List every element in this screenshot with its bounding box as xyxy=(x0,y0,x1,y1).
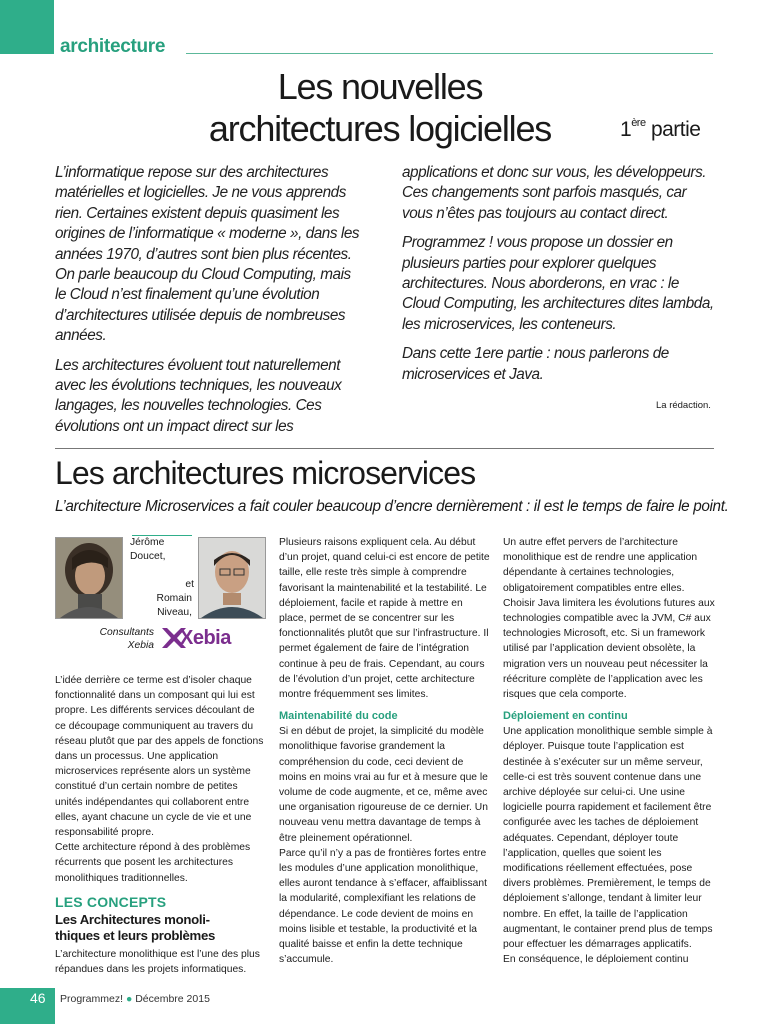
body-paragraph: L’architecture monolithique est l’une des plus répandues dans les projets informatiques. xyxy=(55,949,260,976)
column-3 xyxy=(503,535,715,967)
author-role: Consultants Xebia xyxy=(99,627,154,651)
column-1-continued xyxy=(55,947,267,977)
author-block xyxy=(124,535,194,620)
intro-paragraph: Les architectures évoluent tout naturellement avec les évolutions techniques, les nouveaux langages, les nouvelles technologies. Ces évolutions ont un impact direct sur les xyxy=(55,356,342,435)
magazine-name: Programmez! xyxy=(60,993,124,1005)
intro-paragraph: applications et donc sur vous, les développeurs. Ces changements sont parfois masqués, car vous n’êtes pas toujours au contact direct. xyxy=(402,164,707,222)
article-subtitle: L’architecture Microservices a fait couler beaucoup d’encre dernièrement : il est le temps de faire le point. xyxy=(55,498,729,515)
part-superscript: ère xyxy=(631,117,646,129)
column-1 xyxy=(55,673,267,886)
column-2 xyxy=(279,535,491,967)
body-paragraph: Un autre effet pervers de l’architecture monolithique est de rendre une application dépendante à certaines technologies, obligatoirement compatibles entre elles. Choisir Java limitera les évolutions futures aux technologies compatible avec la JVM, C# aux technologies Microsoft, etc. Si un framework utilisé par l’application devient obsolète, la migration vers un nouveau peut nécessiter la réécriture complète de l’application avec les risques que cela comporte. xyxy=(503,537,715,701)
intro-left-column xyxy=(55,163,365,446)
body-paragraph: Parce qu’il n’y a pas de frontières fortes entre les modules d’une application monolithique, elles auront tendance à s’effacer, affaiblissant la modularité, complexifiant les relations de dépendance. Le code devient de moins en moins lisible et testable, la productivité et la qualité baisse et enfin la dette technique s’accumule. xyxy=(279,847,487,966)
divider xyxy=(55,448,714,449)
footer-accent xyxy=(0,988,55,1024)
portrait-icon xyxy=(199,538,265,618)
body-paragraph: En conséquence, le déploiement continu xyxy=(503,954,689,966)
author-1-name: Jérôme Doucet, xyxy=(130,537,166,562)
part-number: 1 xyxy=(620,118,632,141)
body-paragraph: Plusieurs raisons expliquent cela. Au début d’un projet, quand celui-ci est encore de petite taille, elle reste très simple à comprendre favorisant la maintenabilité et la testabilité. Le déploiement, facile et rapide à mettre en place, permet de se concentrer sur les fonctionnalités plutôt que sur l’infrastructure. Il permet également de faire de l’intégration continue à peu de frais. Cependant, au cours de l’évolution d’un projet, cette architecture montre fréquemment ses limites. xyxy=(279,537,490,701)
author-2-name: Romain Niveau, xyxy=(156,593,192,618)
body-paragraph: L’idée derrière ce terme est d’isoler chaque fonctionnalité dans un composant qui lui est propre. Les différents services découlant de ce découpage communiquent au travers du réseau plutôt que par des appels de fonctions dans un processus. Une application microservices représente alors un système constitué d’un certain nombre de petites unités indépendantes qui collaborent entre elles, ayant chacune un cycle de vie et une responsabilité propre. xyxy=(55,675,264,839)
title-line-1: Les nouvelles xyxy=(277,66,483,107)
section-heading: Maintenabilité du code xyxy=(279,710,398,723)
author-conjunction: et xyxy=(185,579,194,590)
body-paragraph: Une application monolithique semble simple à déployer. Puisque toute l’application est destinée à s’exécuter sur un même serveur, celle-ci est très souvent contenue dans une archive déployée sur celui-ci. Une usine logicielle pourra rapidement et facilement être configurée avec les taches de déploiement adéquates. Cependant, déployer toute l’application, quelles que soient les modifications réellement effectuées, pose divers problèmes. Premièrement, le temps de déploiement s’allonge, tendant à limiter leur nombre. En effet, la taille de l’application augmentant, le container prend plus de temps pour effectuer les démarrages applicatifs. xyxy=(503,726,713,951)
footer-text xyxy=(60,993,210,1005)
xebia-logo xyxy=(160,624,231,657)
issue-date: Décembre 2015 xyxy=(135,993,210,1005)
concepts-heading: LES CONCEPTS xyxy=(55,894,167,910)
intro-closing-text: Dans cette 1ere partie : nous parlerons de microservices et Java. xyxy=(402,345,669,383)
page-title xyxy=(120,66,640,150)
corner-accent xyxy=(0,0,54,54)
intro-paragraph: L’informatique repose sur des architectures matérielles et logicielles. Je ne vous apprends rien. Certaines existent depuis quasiment les origines de l’informatique « moderne », dans les années 1970, d’autres sont bien plus récentes. On parle beaucoup du Cloud Computing, mais le Cloud n’est finalement qu’une évolution d’architectures utilisée depuis de nombreuses années. xyxy=(55,164,360,345)
xebia-logo-text: Xebia xyxy=(180,627,231,649)
author-photo-2 xyxy=(198,537,266,619)
concepts-subheading: Les Architectures monoli- thiques et leurs problèmes xyxy=(55,912,216,943)
intro-paragraph xyxy=(402,344,714,385)
part-word: partie xyxy=(650,118,701,141)
body-paragraph: Si en début de projet, la simplicité du modèle monolithique favorise grandement la compréhension du code, ceci devient de moins en moins vrai au fur et à mesure que le volume de code augmente, et ce, même avec une organisation rigoureuse de ce dernier. Un nouveau venu mettra davantage de temps à être pleinement opérationnel. xyxy=(279,726,488,844)
article-title: Les architectures microservices xyxy=(55,455,476,491)
page-number: 46 xyxy=(30,990,46,1006)
bullet-icon: ● xyxy=(125,993,133,1005)
body-paragraph: Cette architecture répond à des problèmes récurrents que posent les architectures monolithiques traditionnelles. xyxy=(55,842,251,884)
signature: La rédaction. xyxy=(656,400,711,411)
section-rule xyxy=(186,53,713,54)
intro-paragraph: Programmez ! vous propose un dossier en plusieurs parties pour explorer quelques architectures. Nous aborderons, en vrac : le Cloud Computing, les architectures dites lambda, les microservices, les conteneurs. xyxy=(402,234,714,333)
title-line-2: architectures logicielles xyxy=(208,108,552,149)
part-label xyxy=(620,118,700,142)
author-photo-1 xyxy=(55,537,123,619)
intro-right-column xyxy=(402,163,714,385)
section-heading: Déploiement en continu xyxy=(503,710,628,723)
portrait-icon xyxy=(56,538,122,618)
section-label: architecture xyxy=(60,36,166,57)
